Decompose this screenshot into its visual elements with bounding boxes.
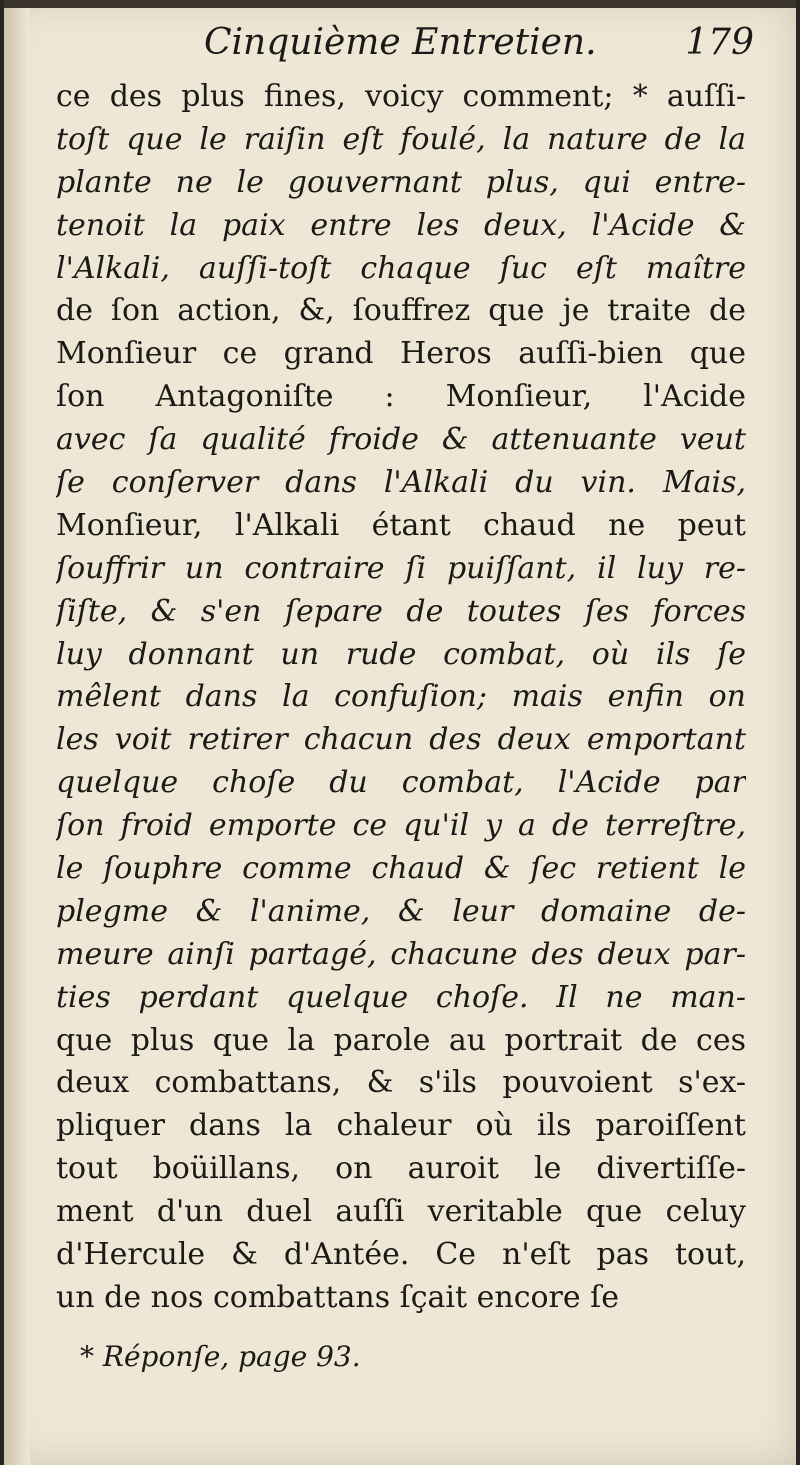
running-head-title: Cinquième Entretien.: [204, 22, 597, 63]
body-text: [56, 76, 746, 1320]
text-line: pliquer dans la chaleur où ils paroiſſent: [56, 1108, 746, 1144]
text-line: ſe conſerver dans l'Alkali du vin. Mais,: [56, 465, 746, 501]
text-line: Monſieur, l'Alkali étant chaud ne peut: [56, 507, 746, 543]
text-line: plegme & l'anime, & leur domaine de-: [56, 893, 746, 929]
text-line: ſon froid emporte ce qu'il y a de terreſtre,: [56, 808, 746, 844]
text-line: le ſouphre comme chaud & ſec retient le: [56, 851, 746, 887]
text-line: ce des plus fines, voicy comment; * auſſi-: [56, 79, 746, 114]
footnote: * Réponſe, page 93.: [80, 1340, 361, 1373]
text-line: tenoit la paix entre les deux, l'Acide &: [56, 207, 746, 243]
text-line: mêlent dans la confuſion; mais enfin on: [56, 679, 746, 715]
page-top-edge: [4, 0, 796, 8]
text-line: meure ainſi partagé, chacune des deux par-: [56, 936, 746, 972]
text-line: l'Alkali, auſſi-toſt chaque ſuc eſt maître: [56, 250, 746, 286]
text-line: que plus que la parole au portrait de ces: [56, 1022, 746, 1058]
text-line: ſon Antagoniſte : Monſieur, l'Acide: [56, 379, 746, 415]
text-line: quelque choſe du combat, l'Acide par: [56, 765, 746, 801]
running-head: [204, 22, 764, 72]
text-line: un de nos combattans ſçait encore ſe: [56, 1279, 620, 1315]
text-line: toſt que le raiſin eſt foulé, la nature de la: [56, 121, 746, 157]
text-line: ment d'un duel auſſi veritable que celuy: [56, 1194, 746, 1230]
text-line: ſouffrir un contraire ſi puiſſant, il luy re-: [56, 550, 746, 586]
text-line: Monſieur ce grand Heros auſſi-bien que: [56, 336, 746, 372]
text-line: luy donnant un rude combat, où ils ſe: [56, 636, 746, 672]
text-line: tout boüillans, on auroit le divertiſſe-: [56, 1151, 746, 1187]
page-gutter-shadow: [4, 0, 30, 1465]
page-number: 179: [685, 22, 754, 63]
text-line: d'Hercule & d'Antée. Ce n'eſt pas tout,: [56, 1237, 746, 1273]
text-line: avec ſa qualité froide & attenuante veut: [56, 422, 746, 458]
text-line: ſiſte, & s'en ſepare de toutes ſes forces: [56, 593, 746, 629]
book-page: [4, 0, 796, 1465]
text-line: de ſon action, &, ſouffrez que je traite de: [56, 293, 746, 329]
text-line: ties perdant quelque choſe. Il ne man-: [56, 979, 746, 1015]
text-line: plante ne le gouvernant plus, qui entre-: [56, 164, 746, 200]
text-line: les voit retirer chacun des deux emportant: [56, 722, 746, 758]
text-line: deux combattans, & s'ils pouvoient s'ex-: [56, 1065, 746, 1101]
